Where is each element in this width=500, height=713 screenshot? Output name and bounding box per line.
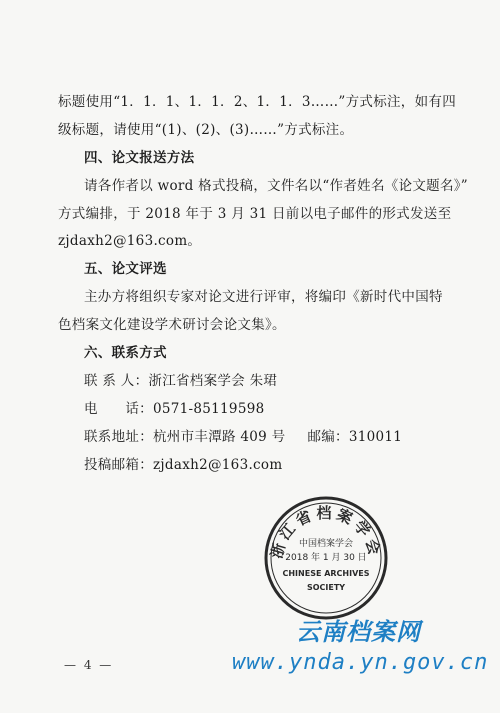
- seal-org-en-2: SOCIETY: [306, 583, 346, 592]
- paragraph-line: 方式编排，于 2018 年于 3 月 31 日前以电子邮件的形式发送至: [58, 206, 452, 222]
- seal-inner-cn: 中国档案学会: [298, 539, 354, 549]
- paragraph-line: 色档案文化建设学术研讨会论文集》。: [58, 317, 286, 333]
- contact-phone-value: 0571-85119598: [152, 401, 265, 417]
- contact-address-row: [84, 428, 402, 446]
- contact-person-row: [84, 372, 277, 390]
- section-heading-5: 五、论文评选: [84, 261, 167, 277]
- watermark-url[interactable]: www.ynda.yn.gov.cn: [232, 650, 489, 675]
- page-number: — 4 —: [64, 658, 114, 672]
- seal-date: 2018 年 1 月 30 日: [285, 553, 367, 563]
- seal-org-cn: 浙江省档案学会: [267, 504, 385, 561]
- section-heading-6: 六、联系方式: [84, 345, 167, 361]
- contact-address-value: 杭州市丰潭路 409 号: [153, 429, 286, 445]
- contact-person-value: 浙江省档案学会 朱珺: [148, 373, 278, 389]
- contact-email-row: [84, 456, 282, 474]
- contact-address-label: 联系地址：: [84, 429, 153, 445]
- contact-person-label: 联 系 人：: [84, 373, 149, 389]
- contact-phone-row: [84, 400, 264, 418]
- paragraph-line: 标题使用“1．1．1、1．1．2、1．1．3……”方式标注，如有四: [58, 94, 457, 110]
- paragraph-line: 级标题，请使用“(1)、(2)、(3)……”方式标注。: [58, 122, 354, 138]
- contact-email-value[interactable]: zjdaxh2@163.com: [153, 457, 283, 473]
- contact-postcode-value: 310011: [348, 429, 403, 445]
- contact-postcode-label: 邮编：: [307, 429, 349, 445]
- contact-email-label: 投稿邮箱：: [84, 457, 153, 473]
- paragraph-line: zjdaxh2@163.com。: [58, 233, 202, 249]
- watermark-site-name: 云南档案网: [296, 618, 421, 646]
- contact-phone-label: 电 话：: [84, 401, 153, 417]
- official-seal-stamp: [262, 494, 390, 622]
- seal-org-en-1: CHINESE ARCHIVES: [282, 569, 370, 578]
- section-heading-4: 四、论文报送方法: [84, 150, 195, 166]
- paragraph-line: 请各作者以 word 格式投稿，文件名以“作者姓名《论文题名》”: [84, 178, 469, 194]
- paragraph-line: 主办方将组织专家对论文进行评审，将编印《新时代中国特: [84, 289, 443, 305]
